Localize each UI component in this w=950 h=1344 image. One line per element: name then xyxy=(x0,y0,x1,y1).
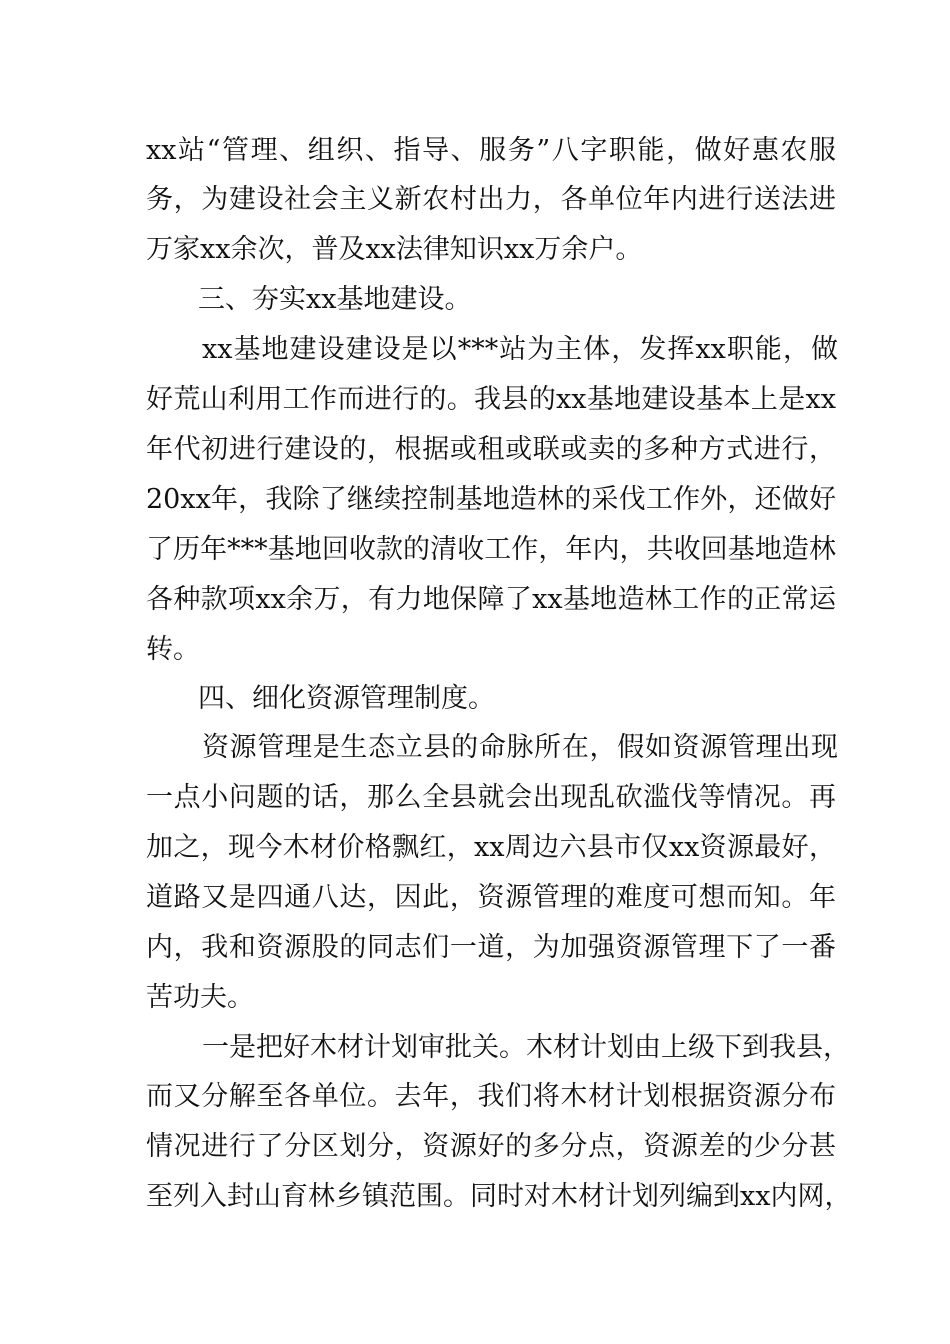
text-line: 20xx年，我除了继续控制基地造林的采伐工作外，还做好 xyxy=(146,484,836,515)
text-line: 务，为建设社会主义新农村出力，各单位年内进行送法进 xyxy=(146,184,836,215)
text-line: 一是把好木材计划审批关。木材计划由上级下到我县， xyxy=(202,1032,850,1063)
text-line: 内，我和资源股的同志们一道，为加强资源管理下了一番 xyxy=(146,932,836,963)
text-line: 至列入封山育林乡镇范围。同时对木材计划列编到xx内网， xyxy=(146,1181,852,1212)
text-line: 资源管理是生态立县的命脉所在，假如资源管理出现 xyxy=(202,732,838,763)
text-line: 而又分解至各单位。去年，我们将木材计划根据资源分布 xyxy=(146,1081,836,1112)
text-line: 道路又是四通八达，因此，资源管理的难度可想而知。年 xyxy=(146,882,836,913)
section-heading: 三、夯实xx基地建设。 xyxy=(198,284,472,315)
text-line: 了历年***基地回收款的清收工作，年内，共收回基地造林 xyxy=(146,534,836,565)
text-line: 好荒山利用工作而进行的。我县的xx基地建设基本上是xx xyxy=(146,384,836,415)
text-line: 情况进行了分区划分，资源好的多分点，资源差的少分甚 xyxy=(146,1131,836,1162)
text-line: 转。 xyxy=(146,634,200,665)
text-line: 各种款项xx余万，有力地保障了xx基地造林工作的正常运 xyxy=(146,584,836,615)
text-line: 苦功夫。 xyxy=(146,982,254,1013)
text-line: xx站“管理、组织、指导、服务”八字职能，做好惠农服 xyxy=(146,135,836,166)
text-line: xx基地建设建设是以***站为主体，发挥xx职能，做 xyxy=(202,334,838,365)
text-line: 加之，现今木材价格飘红，xx周边六县市仅xx资源最好， xyxy=(146,832,836,863)
section-heading: 四、细化资源管理制度。 xyxy=(198,683,495,714)
text-line: 一点小问题的话，那么全县就会出现乱砍滥伐等情况。再 xyxy=(146,782,836,813)
text-line: 万家xx余次，普及xx法律知识xx万余户。 xyxy=(146,234,643,265)
text-line: 年代初进行建设的，根据或租或联或卖的多种方式进行， xyxy=(146,434,836,465)
